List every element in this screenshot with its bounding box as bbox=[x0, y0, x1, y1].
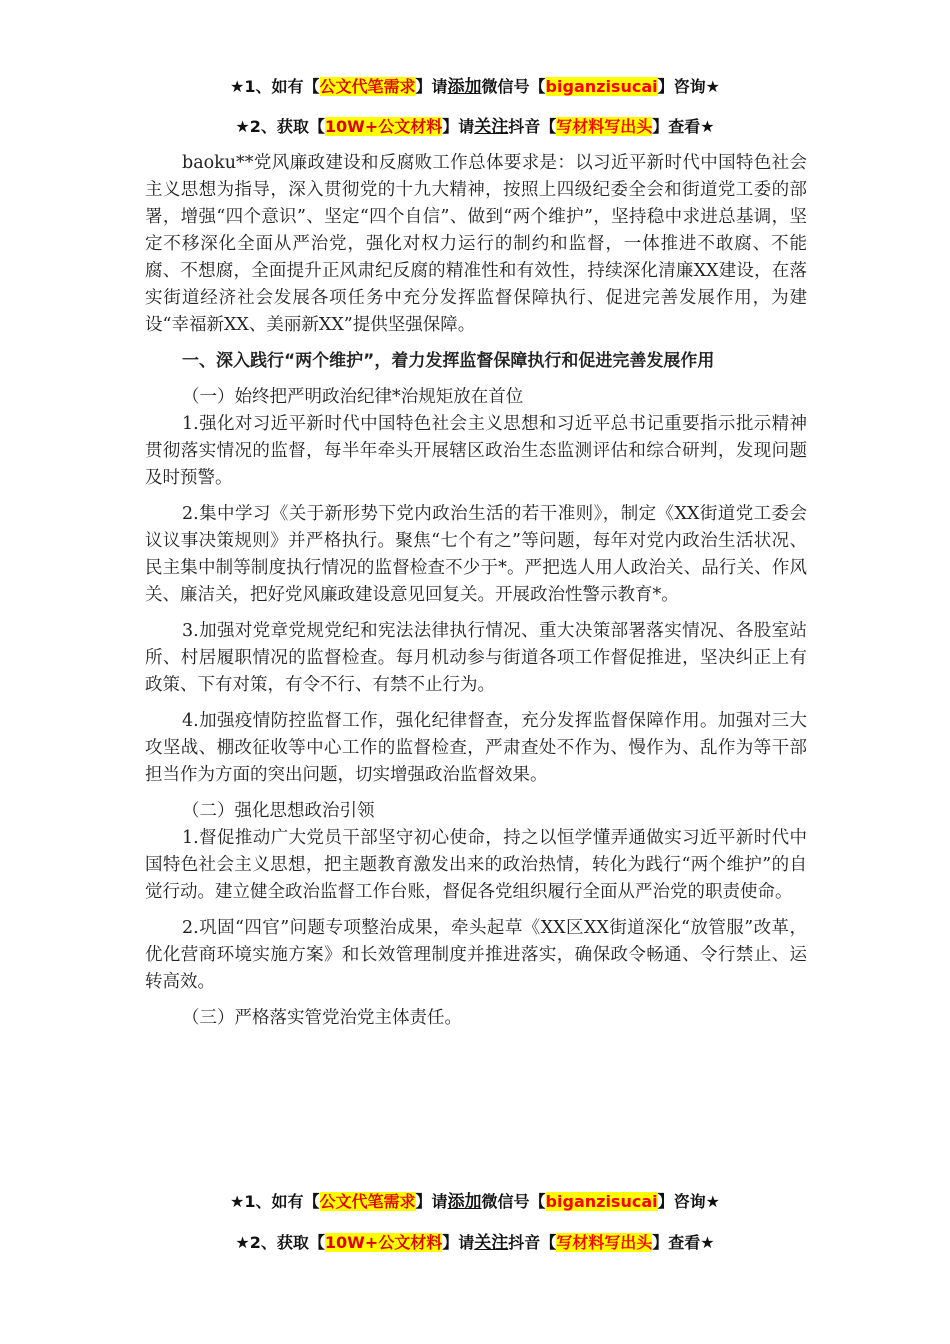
underlined-action: 关注 bbox=[474, 1233, 509, 1253]
subheading-2: （二）强化思想政治引领 bbox=[182, 801, 375, 821]
subheading-3: （三）严格落实管党治党主体责任。 bbox=[182, 1008, 462, 1028]
banner-text: 】查看★ bbox=[652, 117, 715, 136]
underlined-action: 添加 bbox=[447, 1192, 482, 1212]
underlined-action: 添加 bbox=[447, 77, 482, 97]
highlight-wechat-id: biganzisucai bbox=[545, 1192, 658, 1211]
banner-text: 微信号【 bbox=[481, 77, 546, 96]
promo-banner-top-line2 bbox=[0, 112, 950, 137]
promo-banner-bottom-line1 bbox=[0, 1187, 950, 1212]
banner-text: ★2、获取【 bbox=[235, 117, 325, 136]
highlight-materials: 10W+公文材料 bbox=[324, 1233, 443, 1252]
highlight-douyin-id: 写材料写出头 bbox=[556, 117, 653, 136]
underlined-action: 关注 bbox=[474, 117, 509, 137]
paragraph-2-2: 2.巩固“四官”问题专项整治成果，牵头起草《XX区XX街道深化“放管服”改革，优化营商环境实施方案》和长效管理制度并推进落实，确保政令畅通、令行禁止、运转高效。 bbox=[145, 918, 807, 992]
banner-text: 】请 bbox=[442, 117, 475, 136]
highlight-materials: 10W+公文材料 bbox=[324, 117, 443, 136]
banner-text: 】请 bbox=[415, 77, 448, 96]
banner-text: 抖音【 bbox=[508, 1233, 557, 1252]
banner-text: 抖音【 bbox=[508, 117, 557, 136]
banner-text: 】咨询★ bbox=[657, 1192, 720, 1211]
section-heading-1: 一、深入践行“两个维护”，着力发挥监督保障执行和促进完善发展作用 bbox=[182, 351, 715, 371]
banner-text: ★1、如有【 bbox=[230, 77, 320, 96]
promo-banner-top-line1 bbox=[0, 72, 950, 97]
highlight-service: 公文代笔需求 bbox=[319, 1192, 416, 1211]
banner-text: ★2、获取【 bbox=[235, 1233, 325, 1252]
highlight-wechat-id: biganzisucai bbox=[545, 77, 658, 96]
paragraph-1-1: 1.强化对习近平新时代中国特色社会主义思想和习近平总书记重要指示批示精神贯彻落实情况的监督，每半年牵头开展辖区政治生态监测评估和综合研判，发现问题及时预警。 bbox=[145, 414, 807, 488]
highlight-service: 公文代笔需求 bbox=[319, 77, 416, 96]
banner-text: 】查看★ bbox=[652, 1233, 715, 1252]
banner-text: 微信号【 bbox=[481, 1192, 546, 1211]
banner-text: 】咨询★ bbox=[657, 77, 720, 96]
paragraph-1-3: 3.加强对党章党规党纪和宪法法律执行情况、重大决策部署落实情况、各股室站所、村居履职情况的监督检查。每月机动参与街道各项工作督促推进，坚决纠正上有政策、下有对策，有令不行、有禁不止行为。 bbox=[145, 621, 807, 695]
document-body bbox=[145, 150, 807, 1032]
highlight-douyin-id: 写材料写出头 bbox=[556, 1233, 653, 1252]
subheading-1: （一）始终把严明政治纪律*治规矩放在首位 bbox=[182, 387, 524, 407]
banner-text: 】请 bbox=[415, 1192, 448, 1211]
intro-paragraph: baoku**党风廉政建设和反腐败工作总体要求是：以习近平新时代中国特色社会主义思想为指导，深入贯彻党的十九大精神，按照上四级纪委全会和街道党工委的部署，增强“四个意识”、坚定“四个自信”、做到“两个维护”，坚持稳中求进总基调，坚定不移深化全面从严治党，强化对权力运行的制约和监督，一体推进不敢腐、不能腐、不想腐，全面提升正风肃纪反腐的精准性和有效性，持续深化清廉XX建设，在落实街道经济社会发展各项任务中充分发挥监督保障执行、促进完善发展作用，为建设“幸福新XX、美丽新XX”提供坚强保障。 bbox=[145, 153, 807, 335]
paragraph-1-4: 4.加强疫情防控监督工作，强化纪律督查，充分发挥监督保障作用。加强对三大攻坚战、棚改征收等中心工作的监督检查，严肃查处不作为、慢作为、乱作为等干部担当作为方面的突出问题，切实增强政治监督效果。 bbox=[145, 711, 807, 785]
banner-text: 】请 bbox=[442, 1233, 475, 1252]
paragraph-2-1: 1.督促推动广大党员干部坚守初心使命，持之以恒学懂弄通做实习近平新时代中国特色社会主义思想，把主题教育激发出来的政治热情，转化为践行“两个维护”的自觉行动。建立健全政治监督工作台账，督促各党组织履行全面从严治党的职责使命。 bbox=[145, 828, 807, 902]
banner-text: ★1、如有【 bbox=[230, 1192, 320, 1211]
paragraph-1-2: 2.集中学习《关于新形势下党内政治生活的若干准则》，制定《XX街道党工委会议议事决策规则》并严格执行。聚焦“七个有之”等问题，每年对党内政治生活状况、民主集中制等制度执行情况的监督检查不少于*。严把选人用人政治关、品行关、作风关、廉洁关，把好党风廉政建设意见回复关。开展政治性警示教育*。 bbox=[145, 504, 807, 605]
promo-banner-bottom-line2 bbox=[0, 1228, 950, 1253]
